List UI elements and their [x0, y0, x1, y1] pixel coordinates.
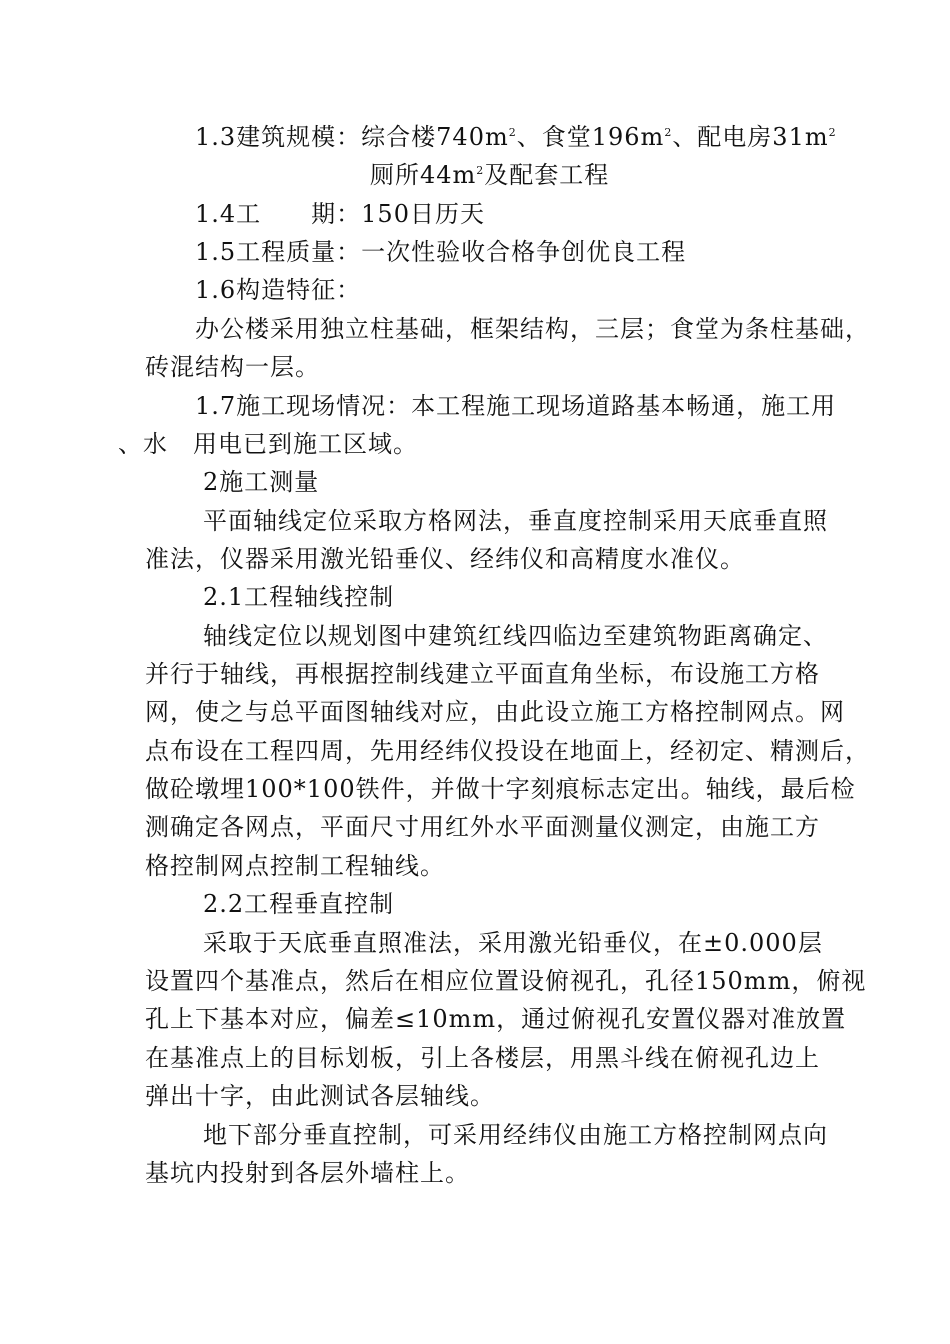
paragraph-line: 做砼墩埋100*100铁件，并做十字刻痕标志定出。轴线，最后检 — [145, 775, 856, 803]
paragraph-line: 采取于天底垂直照准法，采用激光铅垂仪，在±0.000层 — [203, 929, 823, 957]
paragraph-line: 轴线定位以规划图中建筑红线四临边至建筑物距离确定、 — [203, 622, 828, 650]
paragraph-line: 网，使之与总平面图轴线对应，由此设立施工方格控制网点。网 — [145, 698, 845, 726]
paragraph-line: 砖混结构一层。 — [145, 353, 320, 381]
paragraph-line: 设置四个基准点，然后在相应位置设俯视孔，孔径150mm，俯视 — [145, 967, 867, 995]
section-1-6-heading: 1.6构造特征： — [195, 276, 362, 304]
paragraph-line: 办公楼采用独立柱基础，框架结构，三层；食堂为条柱基础， — [195, 315, 870, 343]
section-2-1-heading: 2.1工程轴线控制 — [203, 583, 395, 611]
section-2-heading: 2施工测量 — [203, 468, 320, 496]
section-1-3-scale-line-2: 厕所$44m^2$及配套工程 — [370, 161, 610, 189]
section-1-7-line: 1.7施工现场情况：本工程施工现场道路基本畅通，施工用 — [195, 392, 837, 420]
paragraph-line: 准法，仪器采用激光铅垂仪、经纬仪和高精度水准仪。 — [145, 545, 745, 573]
paragraph-line: 基坑内投射到各层外墙柱上。 — [145, 1159, 470, 1187]
paragraph-line: 并行于轴线，再根据控制线建立平面直角坐标，布设施工方格 — [145, 660, 820, 688]
paragraph-line: 在基准点上的目标划板，引上各楼层，用黑斗线在俯视孔边上 — [145, 1044, 820, 1072]
paragraph-line: 平面轴线定位采取方格网法，垂直度控制采用天底垂直照 — [203, 507, 828, 535]
section-2-2-heading: 2.2工程垂直控制 — [203, 890, 395, 918]
paragraph-line: 测确定各网点，平面尺寸用红外水平面测量仪测定，由施工方 — [145, 813, 820, 841]
section-1-3-scale-line-1: 1.3建筑规模：综合楼$740m^2$、食堂$196m^2$、配电房$31m^2$ — [195, 123, 837, 151]
section-1-5-quality: 1.5工程质量：一次性验收合格争创优良工程 — [195, 238, 687, 266]
section-1-4-duration: 1.4工 期：150日历天 — [195, 200, 485, 228]
paragraph-line: 地下部分垂直控制，可采用经纬仪由施工方格控制网点向 — [203, 1121, 828, 1149]
section-1-7-line: 、水 用电已到施工区域。 — [118, 430, 418, 458]
paragraph-line: 孔上下基本对应，偏差≤10mm，通过俯视孔安置仪器对准放置 — [145, 1005, 847, 1033]
paragraph-line: 格控制网点控制工程轴线。 — [145, 852, 445, 880]
paragraph-line: 弹出十字，由此测试各层轴线。 — [145, 1082, 495, 1110]
paragraph-line: 点布设在工程四周，先用经纬仪投设在地面上，经初定、精测后， — [145, 737, 870, 765]
